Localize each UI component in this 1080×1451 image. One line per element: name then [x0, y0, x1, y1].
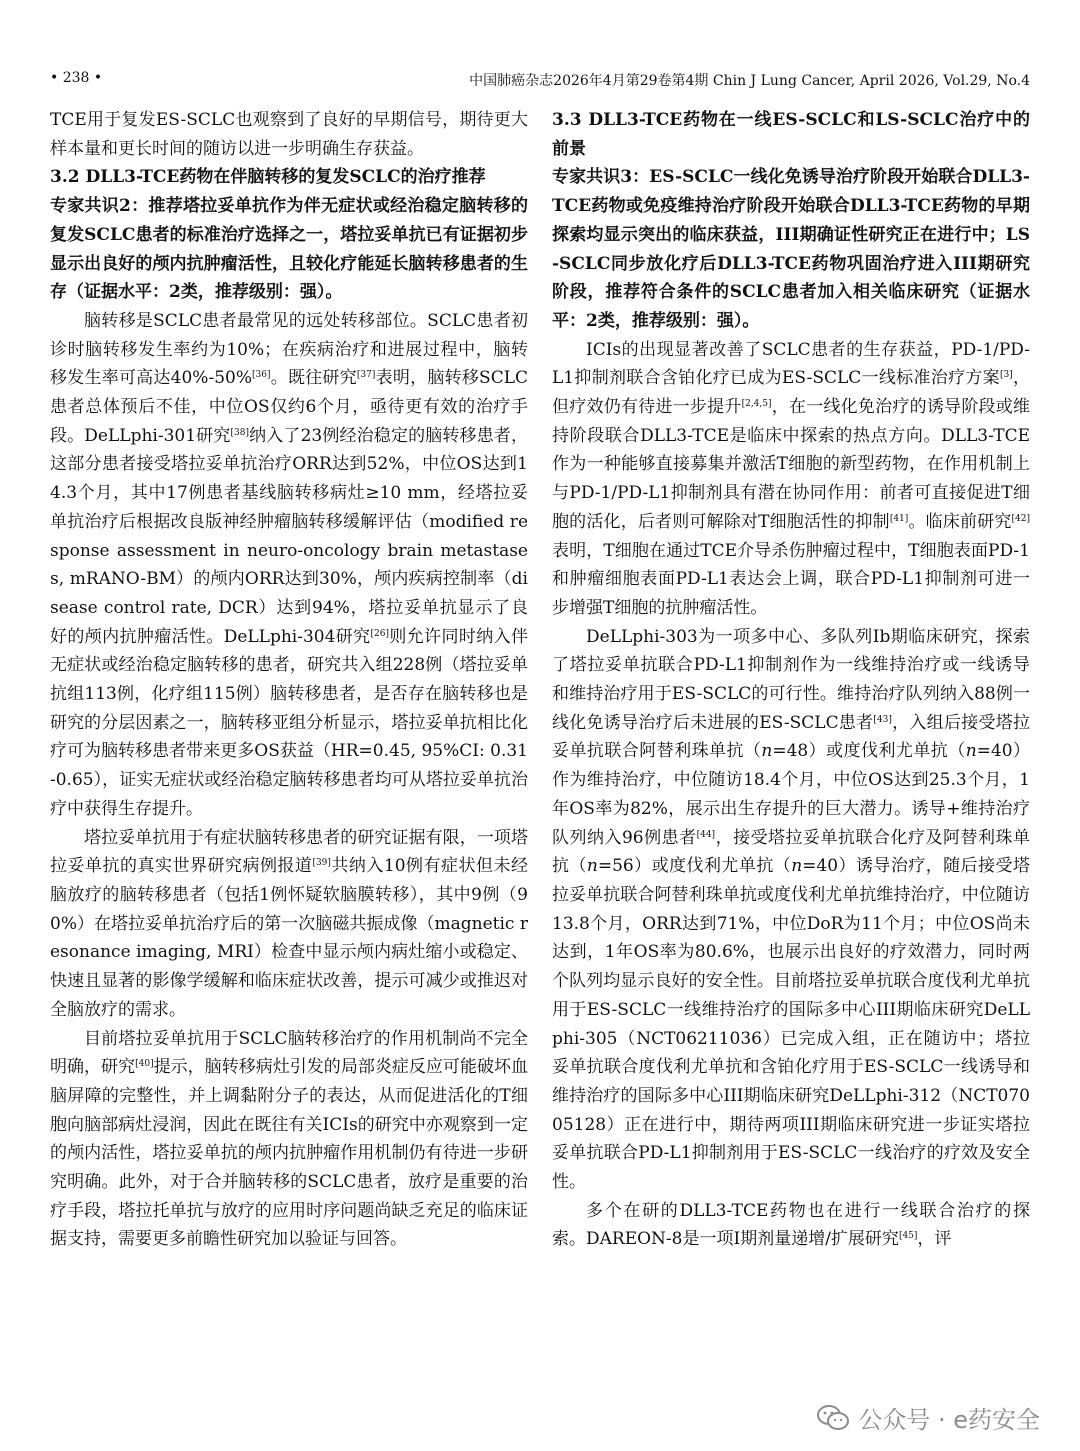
citation-ref: [39]: [312, 858, 331, 869]
section-heading-3-3: 3.3 DLL3-TCE药物在一线ES-SCLC和LS-SCLC治疗中的前景: [552, 110, 1030, 159]
wechat-logo-icon: [816, 1404, 850, 1432]
left-column: [50, 106, 528, 1254]
section-heading-3-2: 3.2 DLL3-TCE药物在伴脑转移的复发SCLC的治疗推荐: [50, 167, 486, 188]
citation-ref: [37]: [356, 370, 376, 381]
citation-ref: [2,4,5]: [741, 399, 772, 410]
paragraph-dareon-8: 多个在研的DLL3-TCE药物也在进行一线联合治疗的探索。DAREON-8是一项I期剂量递增/扩展研究[45]，评: [552, 1200, 1030, 1250]
citation-ref: [45]: [898, 1231, 918, 1242]
paragraph-intro: TCE用于复发ES-SCLC也观察到了良好的早期信号，期待更大样本量和更长时间的随访以进一步明确生存获益。: [50, 110, 528, 159]
expert-consensus-3: 专家共识3：ES-SCLC一线化免诱导治疗阶段开始联合DLL3-TCE药物或免疫维持治疗阶段开始联合DLL3-TCE药物的早期探索均显示突出的临床获益，III期确证性研究正在进行中；LS-SCLC同步放化疗后DLL3-TCE药物巩固治疗进入III期研究阶段，推荐符合条件的SCLC患者加入相关临床研究（证据水平：2类，推荐级别：强）。: [552, 167, 1030, 331]
journal-citation: 中国肺癌杂志2026年4月第29卷第4期 Chin J Lung Cancer, April 2026, Vol.29, No.4: [469, 73, 1030, 89]
running-header: [50, 68, 1030, 92]
paragraph-brain-metastasis: 脑转移是SCLC患者最常见的远处转移部位。SCLC患者初诊时脑转移发生率约为10%；在疾病治疗和进展过程中，脑转移发生率可高达40%-50%[36]。既往研究[37]表明，脑转移SCLC患者总体预后不佳，中位OS仅约6个月，亟待更有效的治疗手段。DeLLphi-301研究[38]纳入了23例经治稳定的脑转移患者，这部分患者接受塔拉妥单抗治疗ORR达到52%，中位OS达到14.3个月，其中17例患者基线脑转移病灶≥10 mm，经塔拉妥单抗治疗后根据改良版神经肿瘤脑转移缓解评估（modified response assessment in neuro-oncology brain metastases, mRANO-BM）的颅内ORR达到30%，颅内疾病控制率（disease control rate, DCR）达到94%，塔拉妥单抗显示了良好的颅内抗肿瘤活性。DeLLphi-304研究[26]则允许同时纳入伴无症状或经治稳定脑转移的患者，研究共入组228例（塔拉妥单抗组113例，化疗组115例）脑转移患者，是否存在脑转移也是研究的分层因素之一，脑转移亚组分析显示，塔拉妥单抗相比化疗可为脑转移患者带来更多OS获益（HR=0.45, 95%CI: 0.31-0.65），证实无症状或经治稳定脑转移患者均可从塔拉妥单抗治疗中获得生存提升。: [50, 310, 529, 819]
citation-ref: [41]: [889, 513, 909, 524]
citation-ref: [42]: [1011, 513, 1030, 524]
citation-ref: [26]: [370, 628, 390, 639]
paragraph-symptomatic-metastasis: 塔拉妥单抗用于有症状脑转移患者的研究证据有限，一项塔拉妥单抗的真实世界研究病例报道[39]共纳入10例有症状但未经脑放疗的脑转移患者（包括1例怀疑软脑膜转移），其中9例（90%）在塔拉妥单抗治疗后的第一次脑磁共振成像（magnetic resonance imaging, MRI）检查中显示颅内病灶缩小或稳定、快速且显著的影像学缓解和临床症状改善，提示可减少或推迟对全脑放疗的需求。: [50, 827, 529, 1020]
citation-ref: [44]: [696, 829, 716, 840]
page-number: • 238 •: [50, 70, 103, 86]
watermark-text: 公众号 · e药安全: [858, 1406, 1040, 1434]
paragraph-mechanism: 目前塔拉妥单抗用于SCLC脑转移治疗的作用机制尚不完全明确，研究[40]提示，脑转移病灶引发的局部炎症反应可能破坏血脑屏障的完整性，并上调黏附分子的表达，从而促进活化的T细胞向脑部病灶浸润，因此在既往有关ICIs的研究中亦观察到一定的颅内活性，塔拉妥单抗的颅内抗肿瘤作用机制仍有待进一步研究明确。此外，对于合并脑转移的SCLC患者，放疗是重要的治疗手段，塔拉托单抗与放疗的应用时序问题尚缺乏充足的临床证据支持，需要更多前瞻性研究加以验证与回答。: [50, 1028, 529, 1250]
watermark: [812, 1398, 1044, 1437]
citation-ref: [38]: [230, 427, 249, 438]
citation-ref: [3]: [999, 370, 1013, 381]
right-column: [552, 106, 1030, 1254]
citation-ref: [36]: [251, 370, 271, 381]
paragraph-dellphi-303: DeLLphi-303为一项多中心、多队列Ib期临床研究，探索了塔拉妥单抗联合PD-L1抑制剂作为一线维持治疗或一线诱导和维持治疗用于ES-SCLC的可行性。维持治疗队列纳入88例一线化免诱导治疗后未进展的ES-SCLC患者[43]，入组后接受塔拉妥单抗联合阿替利珠单抗（n=48）或度伐利尤单抗（n=40）作为维持治疗，中位随访18.4个月，中位OS达到25.3个月，1年OS率为82%，展示出生存提升的巨大潜力。诱导+维持治疗队列纳入96例患者[44]，接受塔拉妥单抗联合化疗及阿替利珠单抗（n=56）或度伐利尤单抗（n=40）诱导治疗，随后接受塔拉妥单抗联合阿替利珠单抗或度伐利尤单抗维持治疗，中位随访13.8个月，ORR达到71%，中位DoR为11个月；中位OS尚未达到，1年OS率为80.6%，也展示出良好的疗效潜力，同时两个队列均显示良好的安全性。目前塔拉妥单抗联合度伐利尤单抗用于ES-SCLC一线维持治疗的国际多中心III期临床研究DeLLphi-305（NCT06211036）已完成入组，正在随访中；塔拉妥单抗联合度伐利尤单抗和含铂化疗用于ES-SCLC一线诱导和维持治疗的国际多中心III期临床研究DeLLphi-312（NCT07005128）正在进行中，期待两项III期临床研究进一步证实塔拉妥单抗联合PD-L1抑制剂用于ES-SCLC一线治疗的疗效及安全性。: [552, 626, 1031, 1193]
paragraph-icis: ICIs的出现显著改善了SCLC患者的生存获益，PD-1/PD-L1抑制剂联合含铂化疗已成为ES-SCLC一线标准治疗方案[3]，但疗效仍有待进一步提升[2,4,5]，在一线化免治疗的诱导阶段或维持阶段联合DLL3-TCE是临床中探索的热点方向。DLL3-TCE作为一种能够直接募集并激活T细胞的新型药物，在作用机制上与PD-1/PD-L1抑制剂具有潜在协同作用：前者可直接促进T细胞的活化，后者则可解除对T细胞活性的抑制[41]。临床前研究[42]表明，T细胞在通过TCE介导杀伤肿瘤过程中，T细胞表面PD-1和肿瘤细胞表面PD-L1表达会上调，联合PD-L1抑制剂可进一步增强T细胞的抗肿瘤活性。: [552, 339, 1031, 618]
citation-ref: [40]: [135, 1059, 154, 1070]
expert-consensus-2: 专家共识2：推荐塔拉妥单抗作为伴无症状或经治稳定脑转移的复发SCLC患者的标准治疗选择之一，塔拉妥单抗已有证据初步显示出良好的颅内抗肿瘤活性，且较化疗能延长脑转移患者的生存（证据水平：2类，推荐级别：强）。: [50, 196, 528, 303]
citation-ref: [43]: [873, 714, 892, 725]
